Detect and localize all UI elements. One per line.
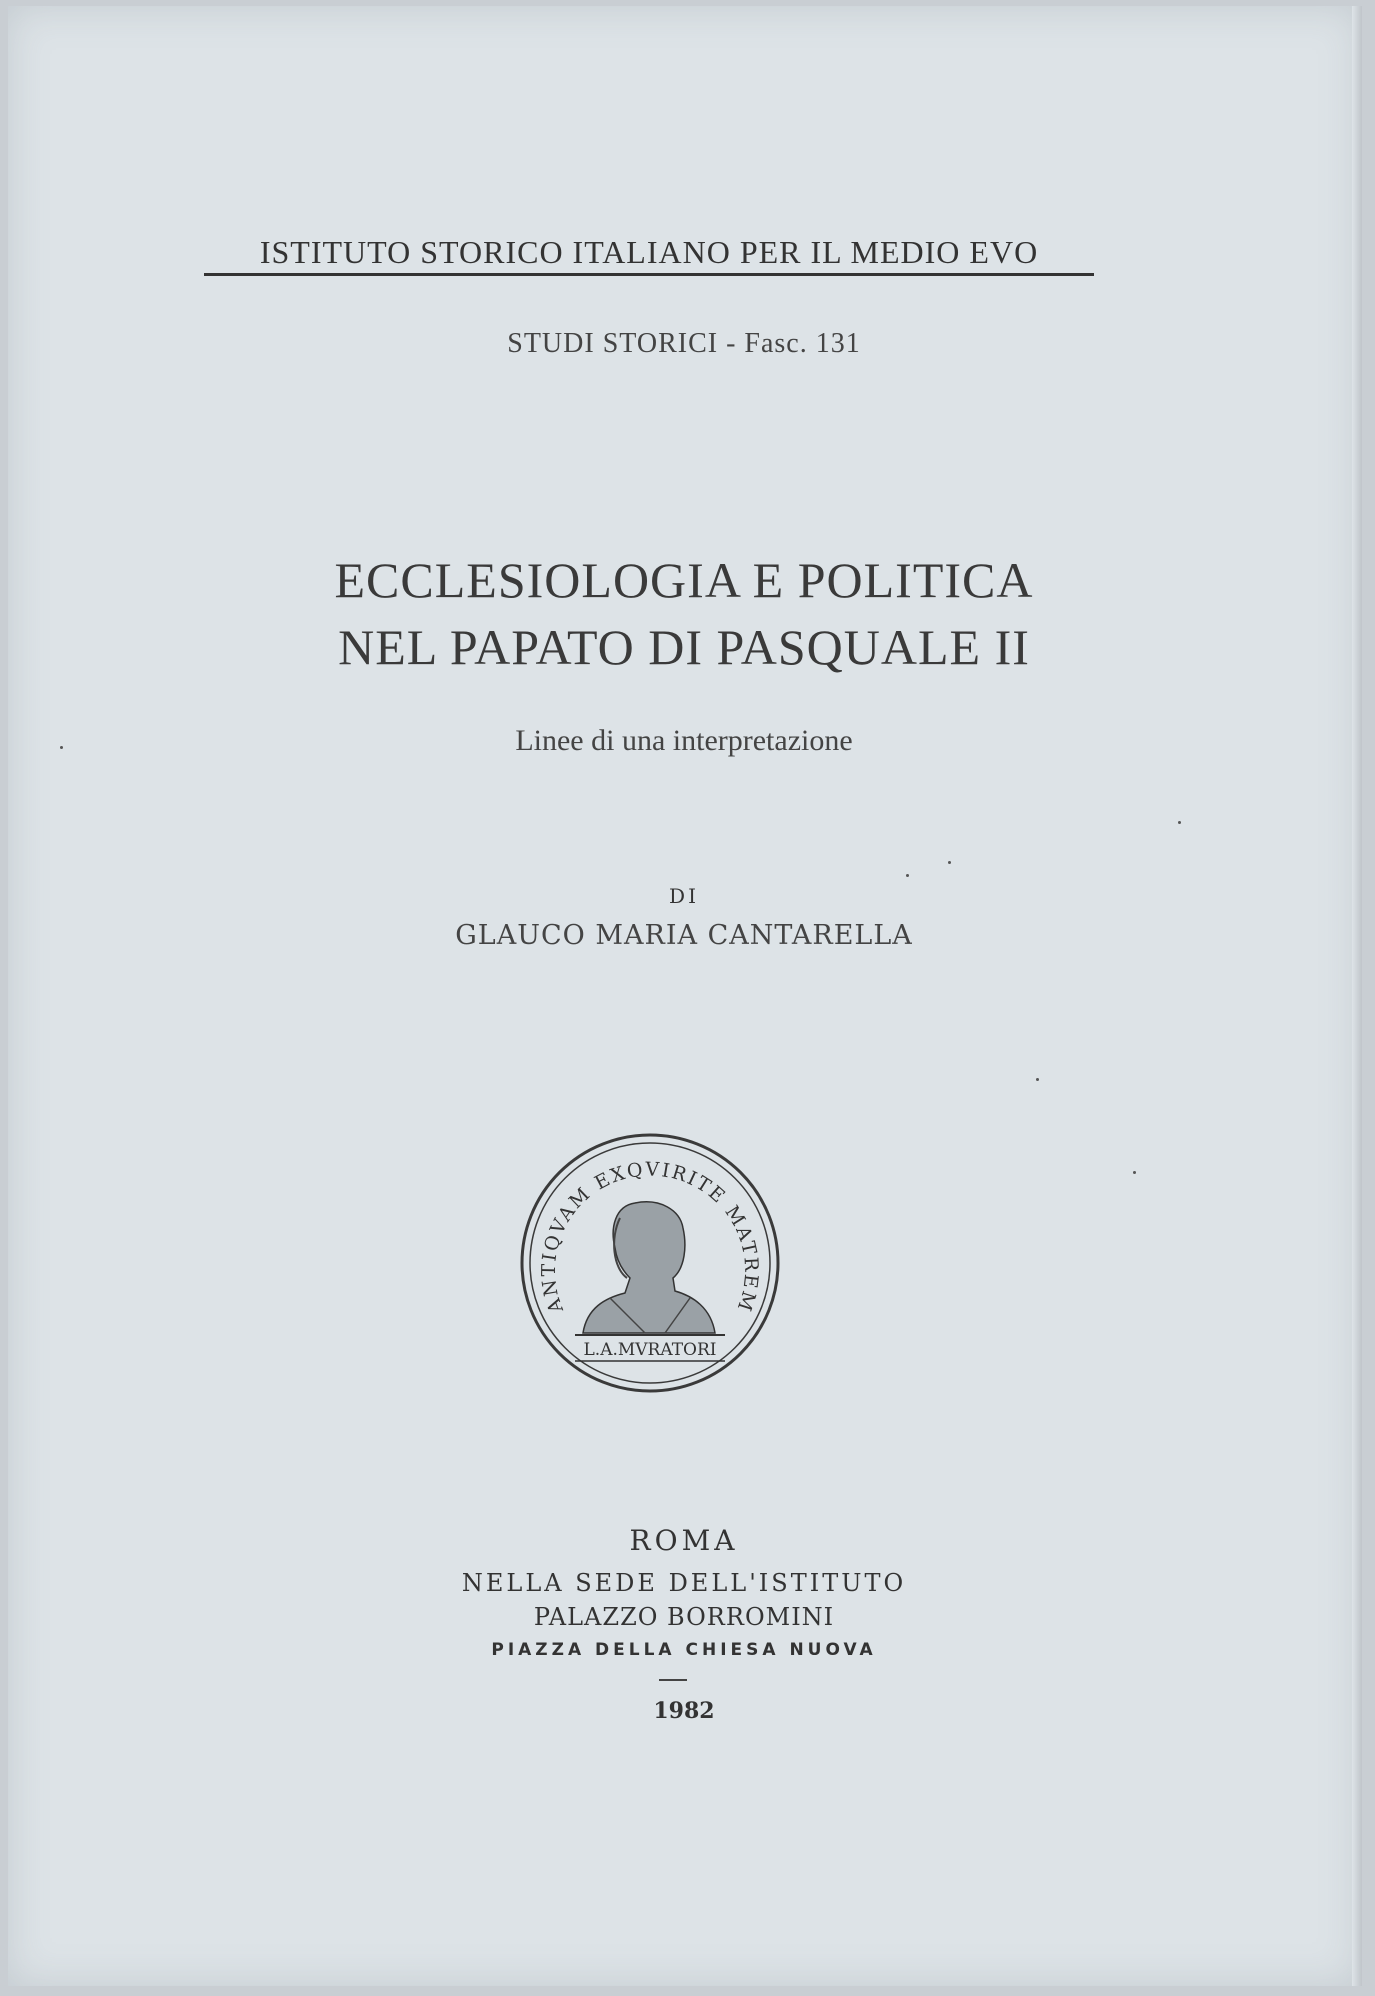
page-edge	[1352, 6, 1362, 1986]
series-label: STUDI STORICI - Fasc. 131	[507, 328, 861, 359]
svg-text:ANTIQVAM EXQVIRITE MATREM: ANTIQVAM EXQVIRITE MATREM	[537, 1158, 763, 1316]
title-line-2: NEL PAPATO DI PASQUALE II	[338, 619, 1030, 675]
book-cover	[8, 6, 1360, 1986]
divider	[659, 1679, 687, 1681]
seal-name: L.A.MVRATORI	[583, 1340, 717, 1360]
author-name: GLAUCO MARIA CANTARELLA	[455, 920, 913, 951]
by-label: DI	[669, 884, 699, 908]
paper-speck	[1133, 1171, 1136, 1174]
imprint-line-1: NELLA SEDE DELL'ISTITUTO	[461, 1569, 907, 1597]
paper-speck	[906, 874, 909, 877]
title-line-1: ECCLESIOLOGIA E POLITICA	[334, 552, 1034, 608]
imprint-line-3: PIAZZA DELLA CHIESA NUOVA	[491, 1640, 877, 1660]
muratori-seal	[515, 1128, 785, 1398]
institute-heading: ISTITUTO STORICO ITALIANO PER IL MEDIO EVO	[204, 234, 1094, 276]
subtitle: Linee di una interpretazione	[515, 724, 853, 757]
paper-speck	[948, 861, 951, 864]
paper-speck	[1036, 1078, 1039, 1081]
imprint-city: ROMA	[629, 1524, 739, 1557]
paper-speck	[60, 746, 63, 749]
paper-speck	[1178, 821, 1181, 824]
publication-year: 1982	[653, 1698, 715, 1724]
imprint-line-2: PALAZZO BORROMINI	[533, 1603, 835, 1631]
